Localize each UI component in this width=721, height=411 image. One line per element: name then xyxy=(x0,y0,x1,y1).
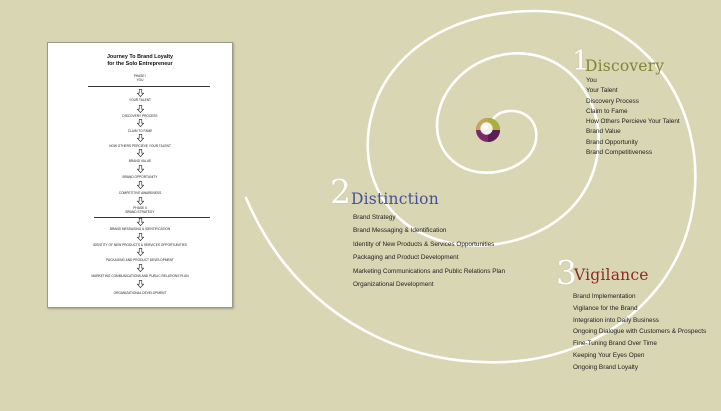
stage-2-item: Identity of New Products & Services Opportunities xyxy=(353,240,495,248)
doc-step: BRAND VALUE xyxy=(128,159,152,163)
document-title-line-2: for the Solo Entrepreneur xyxy=(107,61,173,67)
document-title-line-1: Journey To Brand Loyalty xyxy=(106,54,174,60)
doc-step: DISCOVERY PROCESS xyxy=(122,114,158,118)
down-arrow-icon xyxy=(137,149,144,157)
stage-3-item: Ongoing Dialogue with Customers & Prospects xyxy=(573,328,707,336)
stage-1-item: Your Talent xyxy=(586,87,618,95)
phase-2-divider xyxy=(94,217,210,218)
doc-step: ORGANIZATIONAL DEVELOPMENT xyxy=(113,291,167,295)
down-arrow-icon xyxy=(137,181,144,189)
down-arrow-icon xyxy=(137,218,144,226)
stage-2-item: Packaging and Product Development xyxy=(353,254,459,262)
doc-step: IDENTITY OF NEW PRODUCTS & SERVICES OPPORTUNITIES xyxy=(93,243,187,247)
stage-1-item: Brand Opportunity xyxy=(586,138,638,146)
doc-step: YOUR TALENT xyxy=(128,98,152,102)
stage-1-item: Claim to Fame xyxy=(586,107,628,115)
stage-3-item: Vigilance for the Brand xyxy=(573,304,638,312)
down-arrow-icon xyxy=(137,264,144,272)
down-arrow-icon xyxy=(137,119,144,127)
spiral-orb-icon xyxy=(475,117,501,143)
document-thumbnail xyxy=(47,42,233,308)
down-arrow-icon xyxy=(137,89,144,97)
stage-3-item: Integration into Daily Business xyxy=(573,316,659,324)
doc-step: YOU xyxy=(136,78,144,82)
stage-2-list xyxy=(353,211,505,291)
stage-1-title: Discovery xyxy=(585,57,665,75)
stage-2-number: 2 xyxy=(330,172,351,211)
phase-2-sublabel: BRAND STRATEGY xyxy=(125,210,155,214)
down-arrow-icon xyxy=(137,248,144,256)
down-arrow-icon xyxy=(137,233,144,241)
stage-1-item: How Others Percieve Your Talent xyxy=(586,118,680,126)
down-arrow-icon xyxy=(137,197,144,205)
stage-3-item: Brand Implementation xyxy=(573,293,636,300)
stage-1-item: Discovery Process xyxy=(586,97,639,105)
doc-step: PACKAGING AND PRODUCT DEVELOPMENT xyxy=(106,258,174,262)
stage-2-item: Brand Messaging & Identification xyxy=(353,227,447,235)
stage-3-number: 3 xyxy=(556,253,577,292)
doc-step: BRAND MESSAGING & IDENTIFICATION xyxy=(109,227,171,231)
stage-2-item: Organizational Development xyxy=(353,281,434,289)
phase-2-label: PHASE II xyxy=(133,206,147,210)
stage-1-item: Brand Value xyxy=(586,128,621,136)
down-arrow-icon xyxy=(137,134,144,142)
phase-1-label: PHASE I xyxy=(133,74,147,78)
stage-1-list xyxy=(586,76,680,158)
doc-step: COMPETITIVE AWARENESS xyxy=(118,191,162,195)
stage-3-list xyxy=(573,291,706,374)
stage-3-item: Keeping Your Eyes Open xyxy=(573,351,645,359)
doc-step: BRAND OPPORTUNITY xyxy=(122,175,158,179)
stage-1-number: 1 xyxy=(572,46,590,77)
down-arrow-icon xyxy=(137,280,144,288)
stage-2-item: Marketing Communications and Public Relations Plan xyxy=(353,267,506,275)
stage-2-item: Brand Strategy xyxy=(353,214,396,221)
down-arrow-icon xyxy=(137,105,144,113)
phase-1-divider xyxy=(88,86,210,87)
stage-2-title: Distinction xyxy=(351,190,439,208)
stage-1-item: Brand Competitiveness xyxy=(586,149,653,157)
doc-step: HOW OTHERS PERCIEVE YOUR TALENT xyxy=(109,144,171,148)
stage-3-item: Ongoing Brand Loyalty xyxy=(573,363,639,371)
stage-1-item: You xyxy=(586,77,597,84)
stage-3-item: Fine-Tuning Brand Over Time xyxy=(573,340,657,348)
stage-3-title: Vigilance xyxy=(574,266,649,284)
doc-step: MARKETING COMMUNICATIONS AND PUBLIC RELATIONS PLAN xyxy=(91,274,189,278)
down-arrow-icon xyxy=(137,165,144,173)
doc-step: CLAIM TO FAME xyxy=(127,129,153,133)
